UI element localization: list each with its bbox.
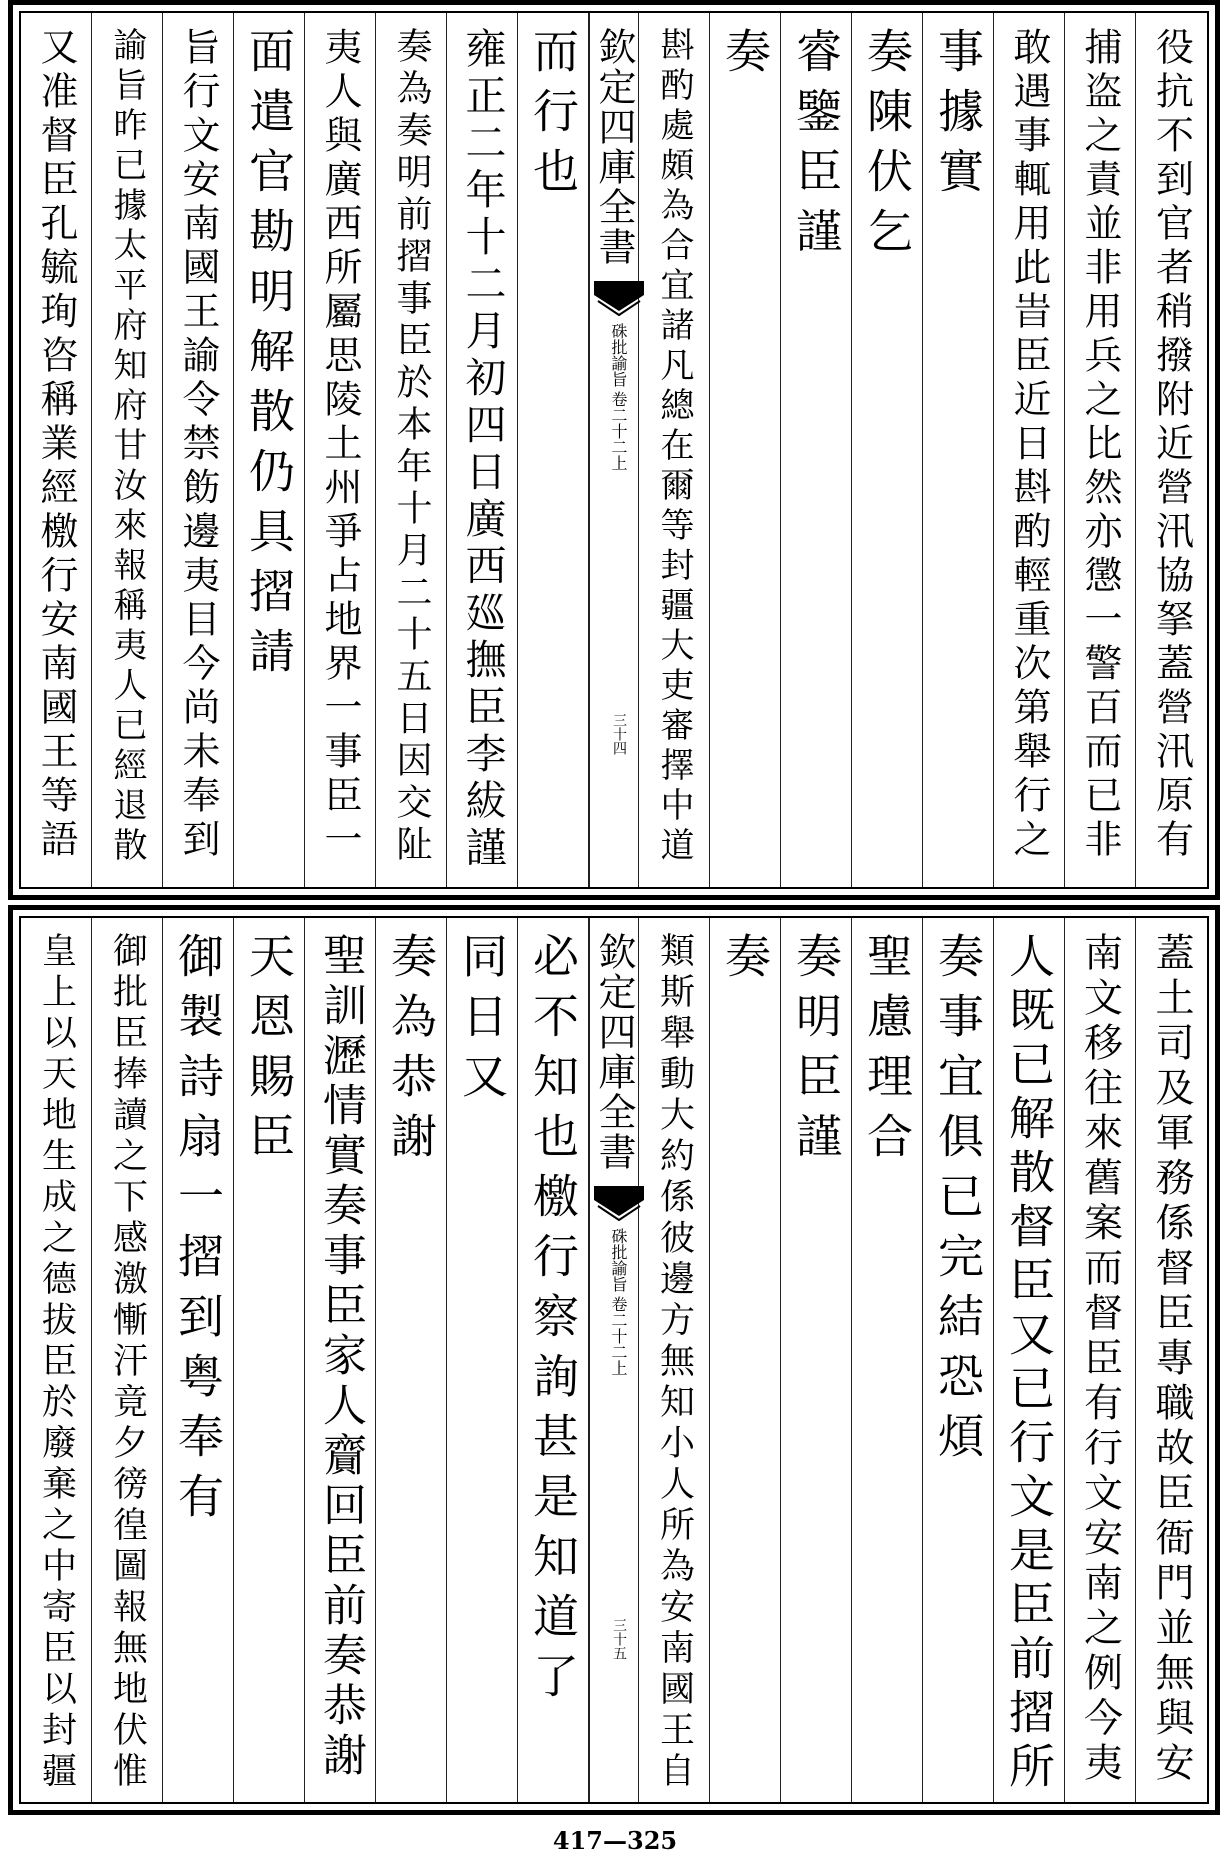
section-title: 硃批諭旨 (609, 1228, 628, 1292)
column-text: 奏為奏明前摺事臣於本年十月二十五日因交阯 (391, 27, 432, 867)
section-title: 硃批諭旨 (609, 323, 628, 387)
text-column (376, 13, 447, 887)
column-text: 奏明臣謹 (789, 932, 843, 1172)
text-column (92, 918, 163, 1802)
column-text: 奏 (718, 932, 772, 992)
text-column (234, 918, 305, 1802)
text-column (639, 918, 710, 1802)
volume-label: 卷二十二上 (609, 391, 628, 471)
text-column (994, 13, 1065, 887)
column-text: 聖訓瀝情實奏事臣家人齎回臣前奏恭謝 (315, 932, 366, 1782)
column-text: 御批臣捧讀之下感激慚汗竟夕徬徨圖報無地伏惟 (107, 932, 148, 1793)
text-column (852, 13, 923, 887)
column-text: 必不知也檄行察詢甚是知道了 (526, 932, 580, 1712)
text-column (305, 918, 376, 1802)
text-column (447, 918, 518, 1802)
column-text: 蓋土司及軍務係督臣專職故臣衙門並無與安 (1149, 932, 1194, 1787)
page-number: 三十五 (611, 1618, 627, 1660)
text-column (1136, 918, 1207, 1802)
column-text: 聖慮理合 (860, 932, 914, 1172)
text-column (305, 13, 376, 887)
text-column (639, 13, 710, 887)
text-column (376, 918, 447, 1802)
text-column (163, 13, 234, 887)
column-text: 又准督臣孔毓珣咨稱業經檄行安南國王等語 (34, 27, 78, 863)
fish-tail-ornament (594, 281, 644, 317)
column-text: 旨行文安南國王諭令禁飭邊夷目今尚未奉到 (176, 27, 220, 863)
column-text: 夷人與廣西所屬思陵土州爭占地界一事臣一 (318, 27, 362, 863)
column-text: 人既已解散督臣又已行文是臣前摺所 (1002, 932, 1056, 1796)
column-text: 類斯舉動大約係彼邊方無知小人所為安南國王自 (654, 932, 695, 1793)
top-page (8, 0, 1220, 900)
center-header (589, 918, 639, 1802)
column-text: 斟酌處頗為合宜諸凡總在爾等封疆大吏審擇中道 (654, 27, 694, 867)
column-text: 役抗不到官者稍撥附近營汛協拏蓋營汛原有 (1149, 27, 1194, 863)
column-text: 奏事宜俱已完結恐煩 (931, 932, 985, 1472)
book-title: 欽定四庫全書 (592, 27, 636, 267)
text-column (1065, 918, 1136, 1802)
column-text: 天恩賜臣 (242, 932, 296, 1172)
column-text: 御製詩扇一摺到粤奉有 (171, 932, 225, 1532)
text-column (852, 918, 923, 1802)
column-text: 面遣官勘明解散仍具摺請 (242, 27, 296, 687)
fish-tail-ornament (594, 1186, 644, 1222)
column-text: 事據實 (931, 27, 985, 207)
volume-label: 卷二十二上 (609, 1296, 628, 1376)
column-text: 同日又 (455, 932, 509, 1112)
text-column (710, 13, 781, 887)
page-number: 三十四 (611, 713, 627, 755)
column-text: 奏為恭謝 (384, 932, 438, 1172)
text-column (21, 13, 92, 887)
column-text: 敢遇事輒用此旹臣近日斟酌輕重次第舉行之 (1007, 27, 1051, 863)
column-text: 南文移往來舊案而督臣有行文安南之例今夷 (1077, 932, 1123, 1787)
text-column (710, 918, 781, 1802)
text-column (21, 918, 92, 1802)
folio-number: 417—325 (552, 1826, 678, 1855)
text-column (923, 13, 994, 887)
text-column (163, 918, 234, 1802)
text-column (234, 13, 305, 887)
text-column (518, 918, 589, 1802)
text-column (781, 13, 852, 887)
text-column (518, 13, 589, 887)
text-column (447, 13, 518, 887)
text-column (923, 918, 994, 1802)
text-column (1065, 13, 1136, 887)
text-column (994, 918, 1065, 1802)
column-text: 奏陳伏乞 (860, 27, 914, 267)
text-column (92, 13, 163, 887)
column-text: 雍正二年十二月初四日廣西廵撫臣李紱謹 (458, 27, 507, 873)
text-column (1136, 13, 1207, 887)
column-text: 皇上以天地生成之德拔臣於廢棄之中寄臣以封疆 (36, 932, 77, 1793)
column-text: 捕盗之責並非用兵之比然亦懲一警百而已非 (1078, 27, 1122, 863)
text-column (781, 918, 852, 1802)
bottom-page (8, 905, 1220, 1815)
center-header (589, 13, 639, 887)
column-text: 而行也 (526, 27, 580, 207)
column-text: 諭旨昨已據太平府知府甘汝來報稱夷人已經退散 (107, 27, 147, 867)
book-title: 欽定四庫全書 (592, 932, 636, 1172)
column-text: 睿鑒臣謹 (789, 27, 843, 267)
column-text: 奏 (718, 27, 772, 87)
